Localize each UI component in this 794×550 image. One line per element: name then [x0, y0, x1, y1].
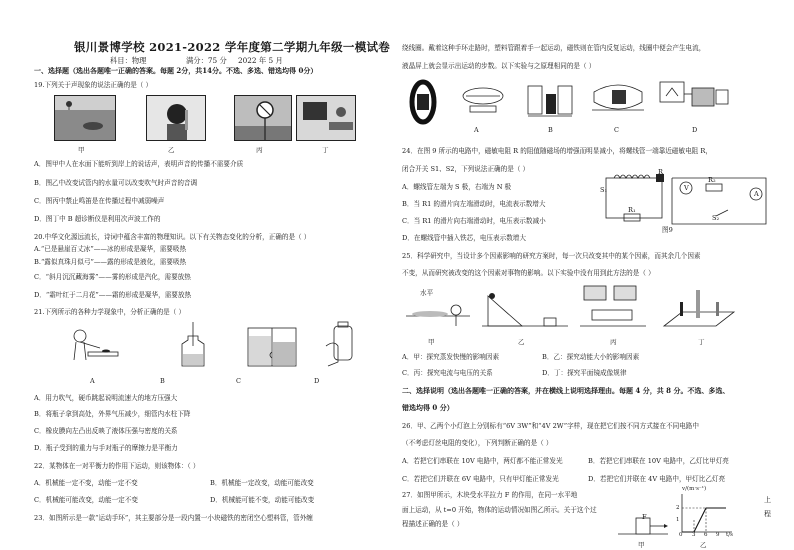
q25-label-yi: 乙: [518, 338, 525, 346]
q23-stem-line2: 绕线圈。戴着这种手环走路时，塑料管跟着手一起运动，磁铁则在管内反复运动，线圈中便会产生电流，: [402, 44, 706, 52]
graph-y-tick-2: 2: [676, 505, 680, 511]
q24-stem-line1: 24．在图 9 所示的电路中，磁敏电阻 R 的阻值随磁场的增强而明显减小，将螺线管一端靠近磁敏电阻 R，: [402, 147, 712, 155]
q26-stem-line1: 26．甲、乙两个小灯泡上分别标有“6V 3W”和“4V 2W”字样，现在把它们按不同方式接在不同电路中: [402, 422, 699, 430]
q24-option-d: D．在螺线管中插入铁芯，电压表示数增大: [402, 234, 526, 242]
q21-option-b: B．将瓶子拿到高处，外界气压减少，细管内水柱下降: [34, 410, 191, 418]
q21-option-a: A．用力吹气，硬币跳起说明流速大的地方压强大: [34, 394, 178, 402]
graph-x-unit: t/s: [726, 532, 733, 538]
q27-side-text-1: 上: [764, 496, 771, 504]
q23-option-d-figure: [658, 80, 732, 122]
circuit-label-r2: R₂: [708, 176, 716, 184]
q23-stem-line3: 液晶屏上就会显示出运动的步数。以下实验与之原理相同的是（ ）: [402, 62, 596, 70]
q21-option-c: C．橡皮膜向左凸出反映了液体压强与密度的关系: [34, 427, 178, 435]
section-two-heading-line1: 二、选择说明（选出各题唯一正确的答案，并在横线上说明选择理由。每题 4 分，共 8 分。不选、多选、: [402, 386, 730, 395]
q19-option-d: D．图丁中 B 超诊断仪是利用次声波工作的: [34, 215, 161, 223]
q27-stem-line1: 27．如图甲所示，木块受水平拉力 F 的作用，在同一水平地: [402, 491, 578, 499]
q24-option-b: B．当 R1 的滑片向左端滑动时，电流表示数增大: [402, 200, 546, 208]
exam-date: 2022 年 5 月: [238, 56, 283, 65]
q23-option-c-figure: [588, 80, 648, 120]
q19-option-c: C．图丙中禁止鸣笛是在传播过程中减弱噪声: [34, 197, 165, 205]
q27-fig-label-yi: 乙: [700, 541, 707, 549]
coin-blow-figure: [70, 322, 120, 364]
q21-label-a: A: [90, 377, 95, 385]
circuit-label-s2: S₂: [712, 214, 720, 222]
q27-side-text-2: 程: [764, 510, 771, 518]
q26-option-a: A．若把它们串联在 10V 电路中，两灯都不能正常发光: [402, 457, 563, 465]
ultrasound-machine-icon: [297, 96, 356, 141]
q21-option-d: D．瓶子受到的重力与手对瓶子的摩擦力是平衡力: [34, 444, 178, 452]
q19-stem: 19.下列关于声现象的说法正确的是（ ）: [34, 81, 153, 89]
section-one-heading: 一、选择题（选出各题唯一正确的答案。每题 2分，共14分。不选、多选、错选均得 0分）: [34, 66, 318, 75]
q19-label-yi: 乙: [168, 146, 175, 154]
graph-x-tick-9: 9: [716, 532, 720, 538]
q19-image-bing: [234, 95, 292, 141]
q19-image-yi: [146, 95, 206, 141]
q25-water-label: 水平: [420, 289, 434, 297]
q19-label-bing: 丙: [256, 146, 263, 154]
q22-option-c: C．机械能可能改变，动能一定不变: [34, 496, 138, 504]
q24-option-a: A．螺线管左端为 S 极，右端为 N 极: [402, 183, 512, 191]
q25-option-c: C．丙：探究电流与电压的关系: [402, 369, 493, 377]
q27-fig-label-jia: 甲: [638, 541, 645, 549]
circuit-label-v: V: [684, 184, 689, 192]
q22-option-d: D．机械能可能不变，动能可能改变: [210, 496, 315, 504]
q20-option-b: B.“露似真珠月似弓”——露的形成是液化，需要吸热: [34, 258, 187, 266]
circuit-label-s1: S₁: [600, 186, 608, 194]
right-column: [402, 0, 774, 550]
q19-label-ding: 丁: [322, 146, 329, 154]
q23-label-c: C: [614, 126, 619, 134]
q23-label-d: D: [692, 126, 698, 134]
graph-axis-label: v/(m·s⁻¹): [682, 486, 707, 492]
q27-force-label: F: [642, 513, 647, 521]
q23-label-a: A: [474, 126, 479, 134]
q20-stem: 20.中华文化源远流长，诗词中蕴含丰富的物理知识。以下有关物态变化的分析，正确的是（ ）: [34, 233, 311, 241]
q24-stem-line2: 闭合开关 S1、S2，下列说法正确的是（ ）: [402, 165, 530, 173]
q27-stem-line3: 程描述正确的是（ ）: [402, 520, 464, 528]
q25-stem-line1: 25．科学研究中，当设计多个因素影响的研究方案时，每一次只改变其中的某个因素，而其余几个因素: [402, 252, 701, 260]
full-score-label: 满分：75 分: [186, 56, 227, 65]
q23-option-b-figure: [526, 82, 574, 120]
q19-label-jia: 甲: [78, 146, 85, 154]
q21-stem: 21.下列所示的各种力学现象中，分析正确的是（ ）: [34, 308, 186, 316]
hand-bottle-figure: [324, 322, 364, 368]
left-column: [34, 0, 396, 550]
q25-yi-ramp-figure: [482, 286, 568, 332]
page-title: 银川景博学校 2021-2022 学年度第二学期九年级一模试卷: [74, 40, 391, 54]
q19-image-ding: [296, 95, 356, 141]
q19-option-a: A．图甲中人在水面下能听到岸上的说话声，表明声音的传播不需要介质: [34, 160, 244, 168]
figure-9-circuit: [596, 168, 772, 238]
q23-option-a-figure: [458, 80, 508, 120]
q23-label-b: B: [548, 126, 553, 134]
q26-stem-line2: （不考虑灯丝电阻的变化），下列判断正确的是（ ）: [402, 439, 553, 447]
q26-option-c: C．若把它们并联在 6V 电路中，只有甲灯能正常发光: [402, 475, 559, 483]
circuit-label-a: A: [754, 190, 759, 198]
figure-9-label: 图9: [662, 226, 673, 234]
circuit-label-r: R: [658, 168, 663, 176]
graph-x-tick-3: 3: [692, 532, 696, 538]
q22-option-a: A．机械能一定不变，动能一定不变: [34, 479, 138, 487]
q21-label-b: B: [160, 377, 165, 385]
section-two-heading-line2: 错选均得 0 分）: [402, 403, 454, 412]
q26-option-b: B．若把它们串联在 10V 电路中，乙灯比甲灯亮: [588, 457, 729, 465]
q25-ding-mirror-figure: [662, 282, 736, 332]
circuit-label-r1: R₁: [628, 206, 636, 214]
q26-option-d: D．若把它们并联在 4V 电路中，甲灯比乙灯亮: [588, 475, 726, 483]
q20-option-c: C．“斜月沉沉藏海雾”——雾的形成是汽化，需要放热: [34, 273, 191, 281]
no-horn-sign-icon: [235, 96, 292, 141]
underwater-scene-icon: [55, 96, 116, 141]
liquid-container-figure: [246, 322, 298, 368]
q25-option-b: B．乙：探究动能大小的影响因素: [542, 353, 640, 361]
q20-option-a: A.“已是悬崖百丈冰”——冰的形成是凝华，需要吸热: [34, 245, 187, 253]
q25-bing-circuit-figure: [578, 282, 648, 332]
q25-label-bing: 丙: [610, 338, 617, 346]
q19-option-b: B．图乙中改变试管内的水量可以改变吹气时声音的音调: [34, 179, 198, 187]
q24-option-c: C．当 R1 的滑片向右端滑动时，电压表示数减小: [402, 217, 546, 225]
bottle-tube-figure: [178, 322, 208, 368]
q25-stem-line2: 不变，从而研究被改变的这个因素对事物的影响。以下实验中没有用到此方法的是（ ）: [402, 269, 655, 277]
q20-option-d: D．“霜叶红于二月花”——霜的形成是凝华，需要放热: [34, 291, 192, 299]
q22-stem: 22．某物体在一对平衡力的作用下运动，则该物体：（ ）: [34, 462, 200, 470]
q19-image-jia: [54, 95, 116, 141]
q25-option-a: A．甲：探究蒸发快慢的影响因素: [402, 353, 500, 361]
q27-stem-line2: 面上运动，从 t=0 开始，物体的运动情况如图乙所示。关于这个过: [402, 506, 597, 514]
q25-label-ding: 丁: [698, 338, 705, 346]
q21-label-d: D: [314, 377, 320, 385]
q25-jia-evaporation-figure: [406, 286, 470, 332]
q22-option-b: B．机械能一定改变，动能可能改变: [210, 479, 314, 487]
subject-label: 科目：物理: [110, 56, 147, 65]
q25-label-jia: 甲: [428, 338, 435, 346]
graph-x-tick-0: 0: [679, 532, 683, 538]
graph-x-tick-6: 6: [704, 532, 708, 538]
q21-label-c: C: [236, 377, 241, 385]
fitness-band-icon: [408, 80, 438, 124]
q25-option-d: D．丁：探究平面镜成像规律: [542, 369, 627, 377]
girl-blowing-tube-icon: [147, 96, 206, 141]
q23-stem-line1: 23．如图所示是一款“运动手环”，其主要部分是一段内置一小块磁铁的密闭空心塑料管，管外缠: [34, 514, 313, 522]
graph-y-tick-1: 1: [676, 517, 680, 523]
